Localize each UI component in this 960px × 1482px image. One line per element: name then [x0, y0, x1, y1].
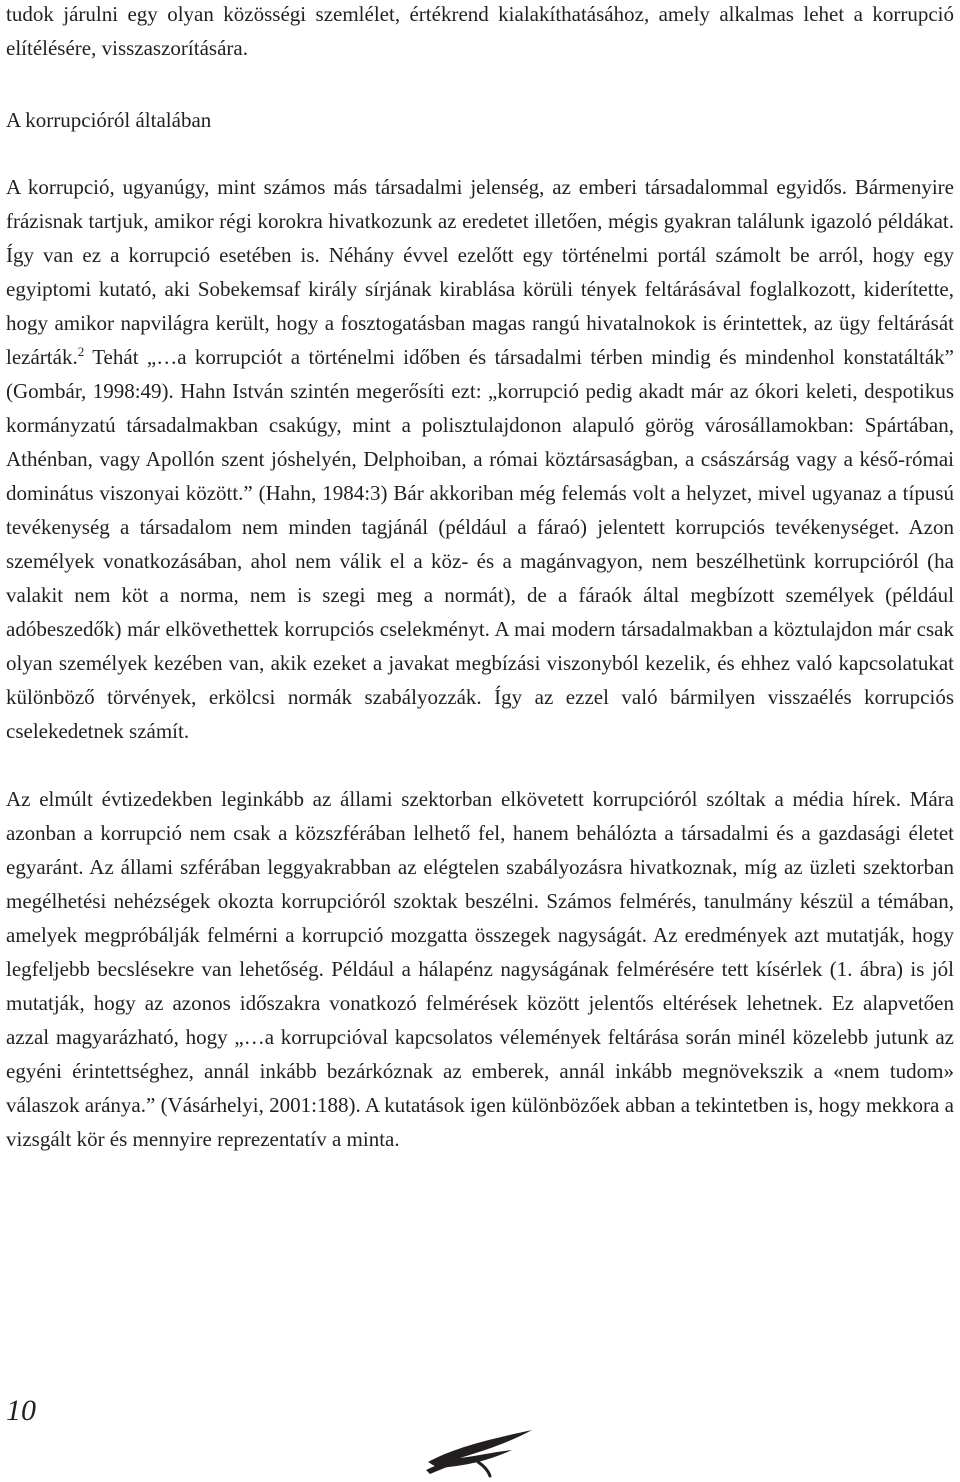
intro-paragraph: tudok járulni egy olyan közösségi szemlélet, értékrend kialakíthatásához, amely alkalmas lehet a korrupció elítélésére, visszaszorítására. — [6, 2, 954, 60]
body-paragraph-media: Az elmúlt évtizedekben leginkább az állami szektorban elkövetett korrupcióról szóltak a média hírek. Mára azonban a korrupció nem csak a közszférában lelhető fel, hanem behálózta a társadalmi és a gazdasági életet egyaránt. Az állami szférában leggyakrabban az elégtelen szabályozásra hivatkoznak, míg az üzleti szektorban megélhetési nehézségek okozta korrupcióról szoktak beszélni. Számos felmérés, tanulmány készül a témában, amelyek megpróbálják felmérni a korrupció mozgatta összegek nagyságát. Az eredmények azt mutatják, hogy legfeljebb becslésekre van lehetőség. Például a hálapénz nagyságának felmérésére tett kísérlek (1. ábra) is jól mutatják, hogy az azonos időszakra vonatkozó felmérések között jelentős eltérések lehetnek. Ez alapvetően azzal magyarázható, hogy „…a korrupcióval kapcsolatos vélemények feltárása során minél közelebb jutunk az egyéni érintettséghez, annál inkább bezárkóznak az emberek, annál inkább megnövekszik a «nem tudom» válaszok aránya.” (Vásárhelyi, 2001:188). A kutatások igen különbözőek abban a tekintetben is, hogy mekkora a vizsgált kör és mennyire reprezentatív a minta. — [6, 787, 954, 1151]
footnote-reference[interactable]: 2 — [77, 344, 85, 359]
body-paragraph-history-part2: Tehát „…a korrupciót a történelmi időben és társadalmi térben mindig és mindenhol konstatálták” (Gombár, 1998:49). Hahn István szintén megerősíti ezt: „korrupció pedig akadt már az ókori keleti, despotikus kormányzatú társadalmakban csakúgy, mint a polisztulajdonon alapuló görög városállamokban: Spártában, Athénban, vagy Apollón szent jóshelyén, Delphoiban, a római köztársaságban, a császárság vagy a késő-római dominátus viszonyai között.” (Hahn, 1984:3) Bár akkoriban még felemás volt a helyzet, mivel ugyanaz a típusú tevékenység a társadalom nem minden tagjánál (például a fáraó) jelentett korrupciós tevékenységet. Azon személyek vonatkozásában, ahol nem válik el a köz- és a magánvagyon, nem beszélhetünk korrupcióról (ha valakit nem köt a norma, nem is szegi meg a normát), de a fáraók által megbízott személyek (például adóbeszedők) már elkövethettek korrupciós cselekményt. A mai modern társadalmakban a köztulajdon már csak olyan személyek kezében van, akik ezeket a javakat megbízási viszonyból kezelik, és ehhez való kapcsolatukat különböző törvények, erkölcsi normák szabályozzák. Így az ezzel való bármilyen visszaélés korrupciós cselekedetnek számít. — [6, 345, 954, 743]
body-paragraph-history — [6, 170, 954, 748]
body-paragraph-history-part1: A korrupció, ugyanúgy, mint számos más társadalmi jelenség, az emberi társadalommal egyidős. Bármenyire frázisnak tartjuk, amikor régi korokra hivatkozunk az eredetet illetően, mégis gyakran találunk igazoló példákat. Így van ez a korrupció esetében is. Néhány évvel ezelőtt egy történelmi portál számolt be arról, hogy egy egyiptomi kutató, aki Sobekemsaf király sírjának kirablása körüli tények feltárásával foglalkozott, kiderítette, hogy amikor napvilágra került, hogy a fosztogatásban magas rangú hivatalnokok is érintettek, az ügy feltárását lezárták. — [6, 175, 954, 369]
page-number: 10 — [6, 1394, 36, 1427]
section-heading: A korrupcióról általában — [6, 108, 212, 132]
document-page — [6, 0, 954, 1156]
quill-feather-icon — [420, 1422, 544, 1478]
